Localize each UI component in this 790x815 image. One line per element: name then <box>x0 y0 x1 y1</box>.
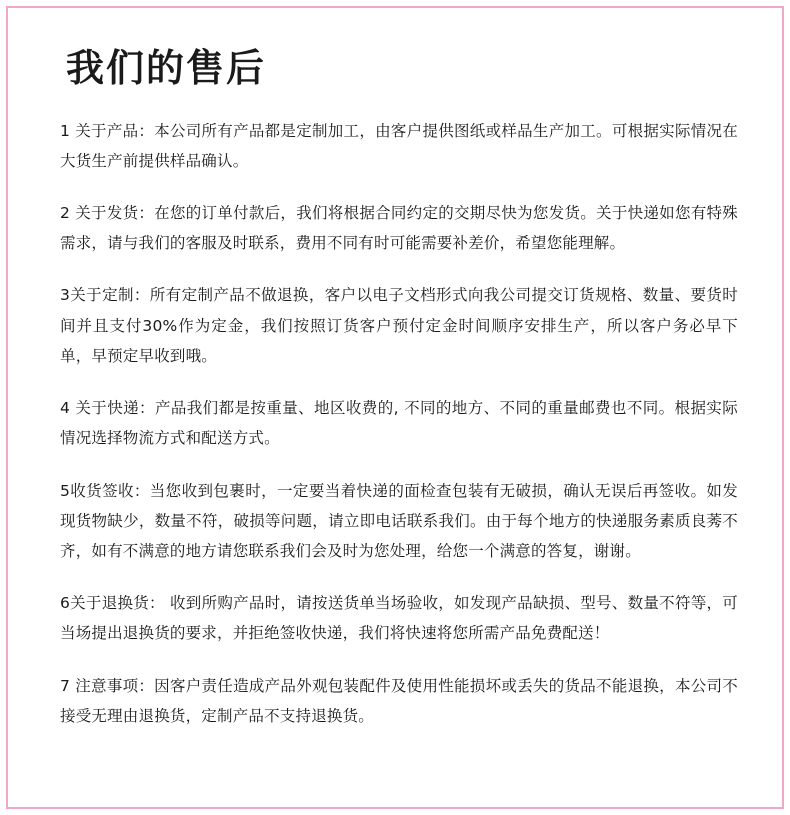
policy-paragraph-product: 1 关于产品：本公司所有产品都是定制加工，由客户提供图纸或样品生产加工。可根据实际情况在大货生产前提供样品确认。 <box>60 121 738 170</box>
content-frame <box>6 6 784 809</box>
policy-paragraph-customization: 3关于定制：所有定制产品不做退换，客户以电子文档形式向我公司提交订货规格、数量、要货时间并且支付30%作为定金，我们按照订货客户预付定金时间顺序安排生产，所以客户务必早下单，早预定早收到哦。 <box>60 286 738 365</box>
policy-paragraph-returns: 6关于退换货： 收到所购产品时，请按送货单当场验收，如发现产品缺损、型号、数量不符等，可当场提出退换货的要求，并拒绝签收快递，我们将快速将您所需产品免费配送！ <box>60 594 738 643</box>
policy-paragraph-express: 4 关于快递：产品我们都是按重量、地区收费的, 不同的地方、不同的重量邮费也不同。根据实际情况选择物流方式和配送方式。 <box>60 399 738 448</box>
page-title: 我们的售后 <box>66 46 267 90</box>
policy-paragraph-notice: 7 注意事项：因客户责任造成产品外观包装配件及使用性能损坏或丢失的货品不能退换，本公司不接受无理由退换货，定制产品不支持退换货。 <box>60 676 738 725</box>
policy-paragraph-shipping: 2 关于发货：在您的订单付款后，我们将根据合同约定的交期尽快为您发货。关于快递如您有特殊需求，请与我们的客服及时联系，费用不同有时可能需要补差价，希望您能理解。 <box>60 204 738 253</box>
policy-paragraph-receiving: 5收货签收：当您收到包裹时，一定要当着快递的面检查包装有无破损，确认无误后再签收。如发现货物缺少，数量不符，破损等问题，请立即电话联系我们。由于每个地方的快递服务素质良莠不齐，如有不满意的地方请您联系我们会及时为您处理，给您一个满意的答复，谢谢。 <box>60 481 738 560</box>
